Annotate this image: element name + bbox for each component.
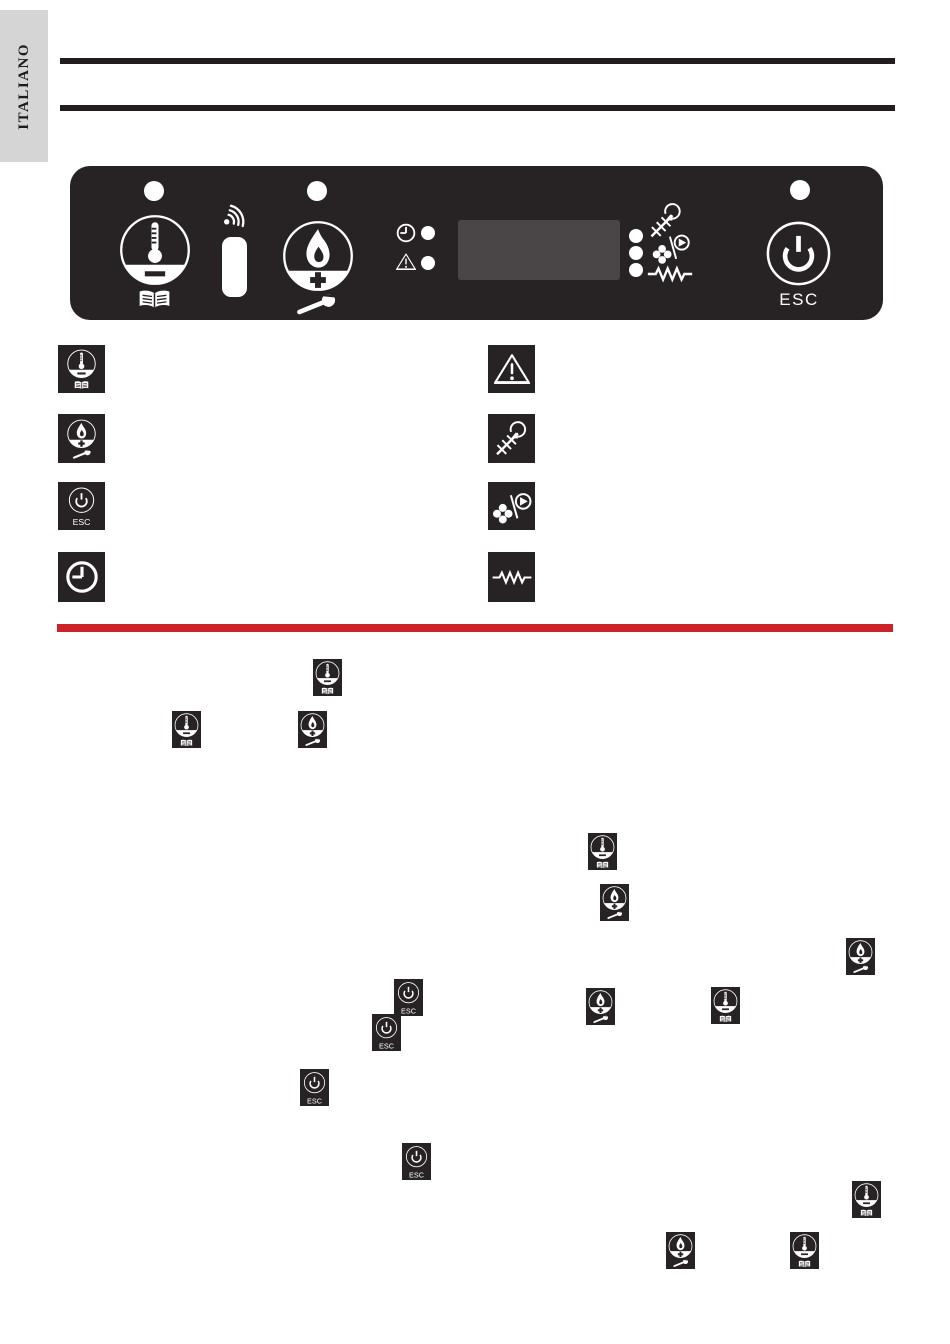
- inline-thermo-icon: [588, 833, 617, 870]
- inline-esc-icon: [300, 1069, 329, 1106]
- inline-thermo-icon: [313, 659, 342, 696]
- inline-esc-icon: [372, 1014, 401, 1051]
- inline-thermo-icon: [172, 711, 201, 748]
- inline-flame-icon: [600, 884, 629, 921]
- inline-thermo-icon: [711, 987, 740, 1024]
- inline-flame-icon: [666, 1232, 695, 1269]
- inline-thermo-icon: [852, 1181, 881, 1218]
- inline-flame-icon: [586, 988, 615, 1025]
- inline-flame-icon: [298, 711, 327, 748]
- inline-esc-icon: [394, 979, 423, 1016]
- inline-thermo-icon: [790, 1232, 819, 1269]
- inline-esc-icon: [402, 1143, 431, 1180]
- inline-flame-icon: [846, 938, 875, 975]
- language-tab-label: ITALIANO: [15, 42, 32, 130]
- esc-label: ESC: [779, 290, 819, 309]
